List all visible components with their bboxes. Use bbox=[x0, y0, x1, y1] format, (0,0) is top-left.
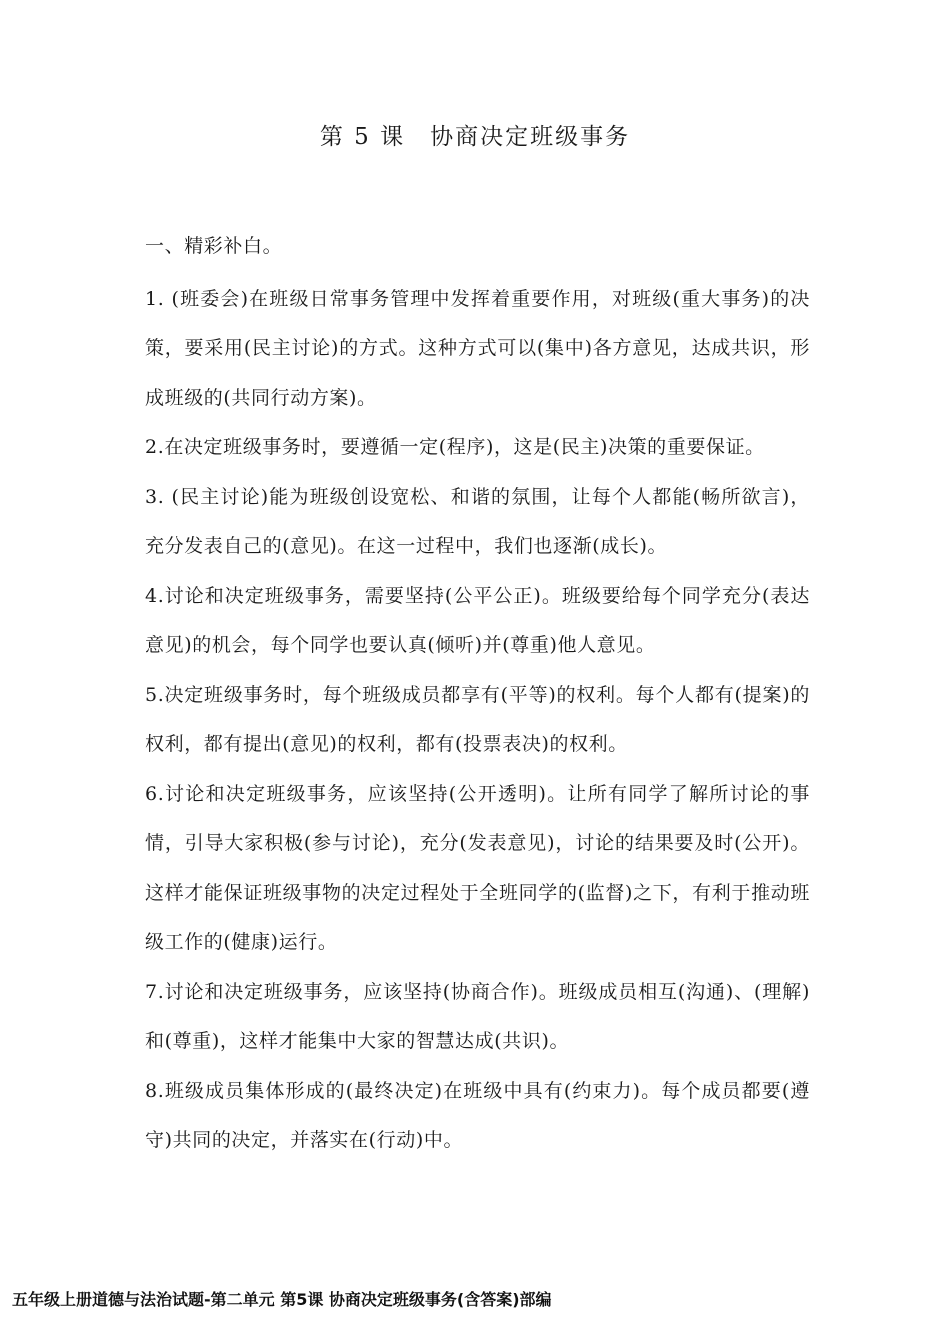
section-heading: 一、精彩补白。 bbox=[145, 235, 283, 257]
footer-caption: 五年级上册道德与法治试题-第二单元 第5课 协商决定班级事务(含答案)部编 bbox=[12, 1290, 552, 1309]
fill-in-item-4: 4.讨论和决定班级事务，需要坚持(公平公正)。班级要给每个同学充分(表达意见)的机会，每个同学也要认真(倾听)并(尊重)他人意见。 bbox=[145, 584, 810, 656]
fill-in-item-8: 8.班级成员集体形成的(最终决定)在班级中具有(约束力)。每个成员都要(遵守)共同的决定，并落实在(行动)中。 bbox=[145, 1079, 810, 1151]
document-body bbox=[145, 222, 810, 1166]
fill-in-item-6: 6.讨论和决定班级事务，应该坚持(公开透明)。让所有同学了解所讨论的事情，引导大家积极(参与讨论)，充分(发表意见)，讨论的结果要及时(公开)。这样才能保证班级事物的决定过程处于全班同学的(监督)之下，有利于推动班级工作的(健康)运行。 bbox=[145, 782, 810, 953]
fill-in-item-5: 5.决定班级事务时，每个班级成员都享有(平等)的权利。每个人都有(提案)的权利，都有提出(意见)的权利，都有(投票表决)的权利。 bbox=[145, 683, 810, 755]
fill-in-item-3: 3. (民主讨论)能为班级创设宽松、和谐的氛围，让每个人都能(畅所欲言)，充分发表自己的(意见)。在这一过程中，我们也逐渐(成长)。 bbox=[145, 485, 810, 557]
fill-in-item-1: 1. (班委会)在班级日常事务管理中发挥着重要作用，对班级(重大事务)的决策，要采用(民主讨论)的方式。这种方式可以(集中)各方意见，达成共识，形成班级的(共同行动方案)。 bbox=[145, 287, 810, 409]
lesson-title: 第 5 课 协商决定班级事务 bbox=[319, 124, 631, 150]
fill-in-item-2: 2.在决定班级事务时，要遵循一定(程序)，这是(民主)决策的重要保证。 bbox=[145, 436, 765, 458]
fill-in-item-7: 7.讨论和决定班级事务，应该坚持(协商合作)。班级成员相互(沟通)、(理解)和(尊重)，这样才能集中大家的智慧达成(共识)。 bbox=[145, 980, 810, 1052]
